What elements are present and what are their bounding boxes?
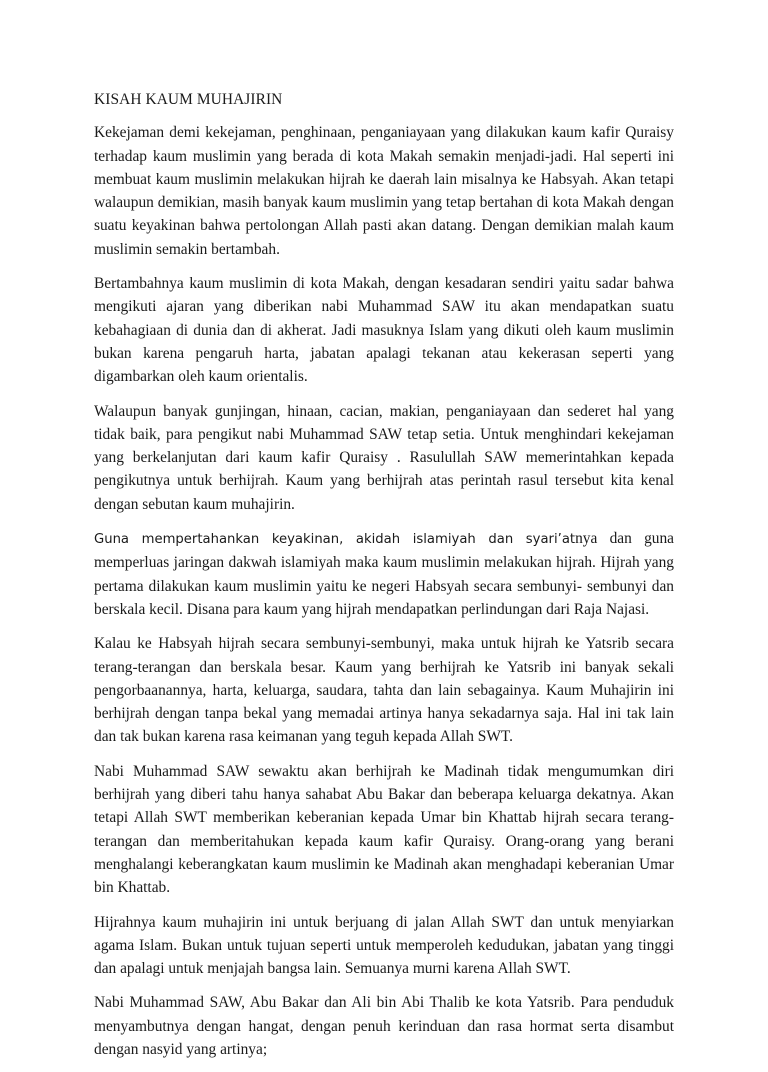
paragraph-5: Kalau ke Habsyah hijrah secara sembunyi-sembunyi, maka untuk hijrah ke Yatsrib secara terang-terangan dan berskala besar. Kaum yang berhijrah ke Yatsrib ini banyak sekali pengorbaanannya, harta, keluarga, saudara, tahta dan lain sebagainya. Kaum Muhajirin ini berhijrah dengan tanpa bekal yang memadai artinya hanya sekadarnya saja. Hal ini tak lain dan tak bukan karena rasa keimanan yang teguh kepada Allah SWT. — [94, 635, 674, 746]
paragraph-4-text: nya dan guna memperluas jaringan dakwah islamiyah maka kaum muslimin melakukan hijrah. Hijrah yang pertama dilakukan kaum muslimin yaitu ke negeri Habsyah secara sembunyi- sembunyi dan berskala kecil. Disana para kaum yang hijrah mendapatkan perlindungan dari Raja Najasi. — [94, 530, 674, 618]
paragraph-4-lead: Guna mempertahankan keyakinan, akidah islamiyah dan syari’at — [94, 532, 576, 548]
paragraph-8: Nabi Muhammad SAW, Abu Bakar dan Ali bin Abi Thalib ke kota Yatsrib. Para penduduk menyambutnya dengan hangat, dengan penuh kerinduan dan rasa hormat serta disambut dengan nasyid yang artinya; — [94, 994, 674, 1058]
paragraph-6: Nabi Muhammad SAW sewaktu akan berhijrah ke Madinah tidak mengumumkan diri berhijrah yang diberi tahu hanya sahabat Abu Bakar dan beberapa keluarga dekatnya. Akan tetapi Allah SWT memberikan keberanian kepada Umar bin Khattab hijrah secara terang-terangan dan memberitahukan kepada kaum kafir Quraisy. Orang-orang yang berani menghalangi keberangkatan kaum muslimin ke Madinah akan menghadapi keberanian Umar bin Khattab. — [94, 762, 674, 897]
paragraph-2: Bertambahnya kaum muslimin di kota Makah, dengan kesadaran sendiri yaitu sadar bahwa mengikuti ajaran yang diberikan nabi Muhammad SAW itu akan mendapatkan suatu kebahagiaan di dunia dan di akherat. Jadi masuknya Islam yang dikuti oleh kaum muslimin bukan karena pengaruh harta, jabatan apalagi tekanan atau kekerasan seperti yang digambarkan oleh kaum orientalis. — [94, 275, 674, 386]
paragraph-7: Hijrahnya kaum muhajirin ini untuk berjuang di jalan Allah SWT dan untuk menyiarkan agama Islam. Bukan untuk tujuan seperti untuk memperoleh kedudukan, jabatan yang tinggi dan apalagi untuk menjajah bangsa lain. Semuanya murni karena Allah SWT. — [94, 913, 674, 978]
paragraph-1: Kekejaman demi kekejaman, penghinaan, penganiayaan yang dilakukan kaum kafir Quraisy terhadap kaum muslimin yang berada di kota Makah semakin menjadi-jadi. Hal seperti ini membuat kaum muslimin melakukan hijrah ke daerah lain misalnya ke Habsyah. Akan tetapi walaupun demikian, masih banyak kaum muslimin yang tetap bertahan di kota Makah dengan suatu keyakinan bahwa pertolongan Allah pasti akan datang. Dengan demikian malah kaum muslimin semakin bertambah. — [94, 124, 674, 258]
paragraph-3: Walaupun banyak gunjingan, hinaan, cacian, makian, penganiayaan dan sederet hal yang tidak baik, para pengikut nabi Muhammad SAW tetap setia. Untuk menghindari kekejaman yang berkelanjutan dari kaum kafir Quraisy . Rasulullah SAW memerintahkan kepada pengikutnya untuk berhijrah. Kaum yang berhijrah atas perintah rasul tersebut kita kenal dengan sebutan kaum muhajirin. — [94, 402, 674, 513]
document-title: KISAH KAUM MUHAJIRIN — [94, 91, 283, 108]
document-page — [94, 88, 674, 1072]
paragraph-4 — [94, 527, 674, 621]
